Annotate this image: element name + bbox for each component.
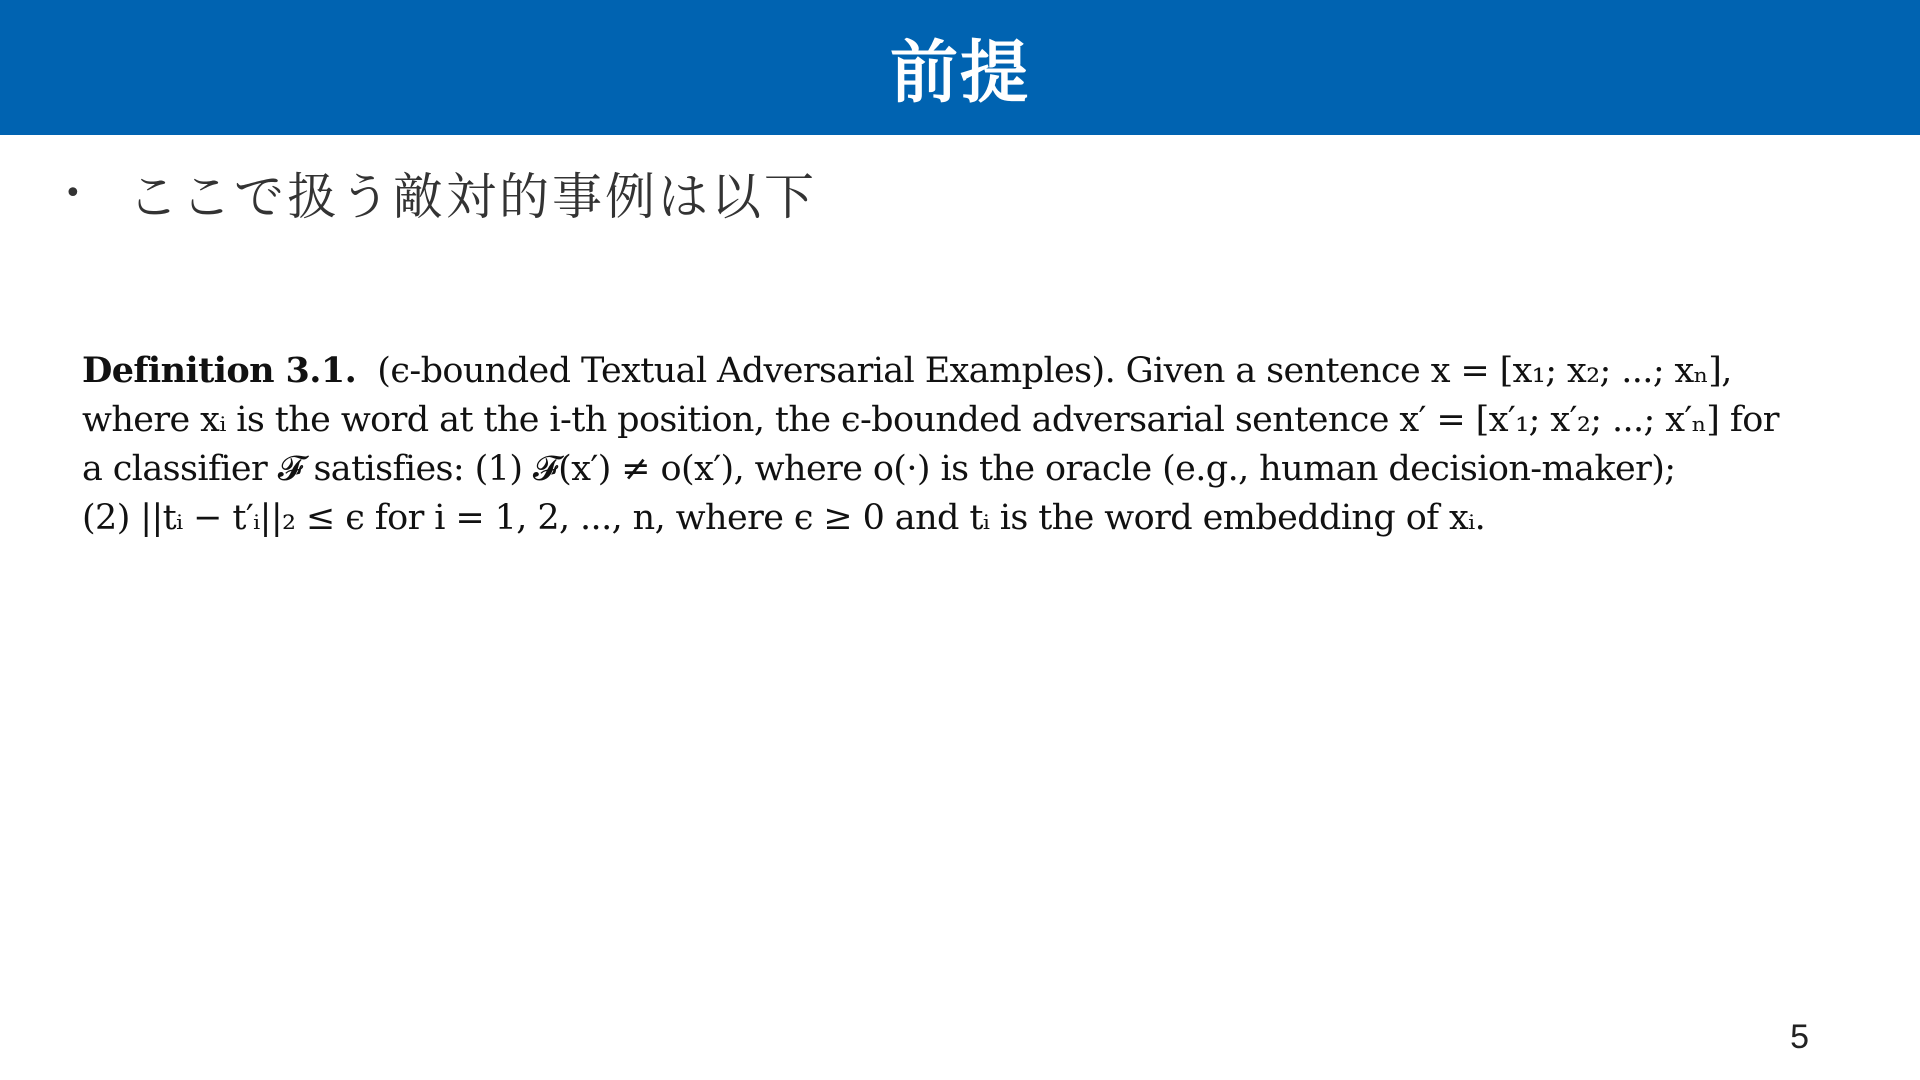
bullet-text: ここで扱う敵対的事例は以下 bbox=[128, 168, 817, 226]
slide-title: 前提 bbox=[889, 34, 1030, 113]
definition-line-1-text: (ϵ-bounded Textual Adversarial Examples). Given a sentence x = [x₁; x₂; ...; xₙ], bbox=[377, 351, 1732, 391]
bullet-marker: • bbox=[64, 175, 82, 211]
page-number: 5 bbox=[1790, 1018, 1809, 1056]
bullet-item bbox=[64, 160, 817, 226]
definition-line-3: a classifier 𝓕 satisfies: (1) 𝓕(x′) ≠ o(x′), where o(·) is the oracle (e.g., human decision-maker); bbox=[82, 449, 1676, 489]
definition-line-1 bbox=[82, 346, 1842, 396]
definition-line-4: (2) ||tᵢ − t′ᵢ||₂ ≤ ϵ for i = 1, 2, ..., n, where ϵ ≥ 0 and tᵢ is the word embedding of xᵢ. bbox=[82, 498, 1486, 538]
definition-line-2: where xᵢ is the word at the i-th position, the ϵ-bounded adversarial sentence x′ = [x′₁; x′₂; ...; x′ₙ] for bbox=[82, 400, 1779, 440]
title-bar bbox=[0, 0, 1920, 135]
definition-block bbox=[82, 346, 1842, 543]
definition-heading: Definition 3.1. bbox=[82, 350, 357, 391]
